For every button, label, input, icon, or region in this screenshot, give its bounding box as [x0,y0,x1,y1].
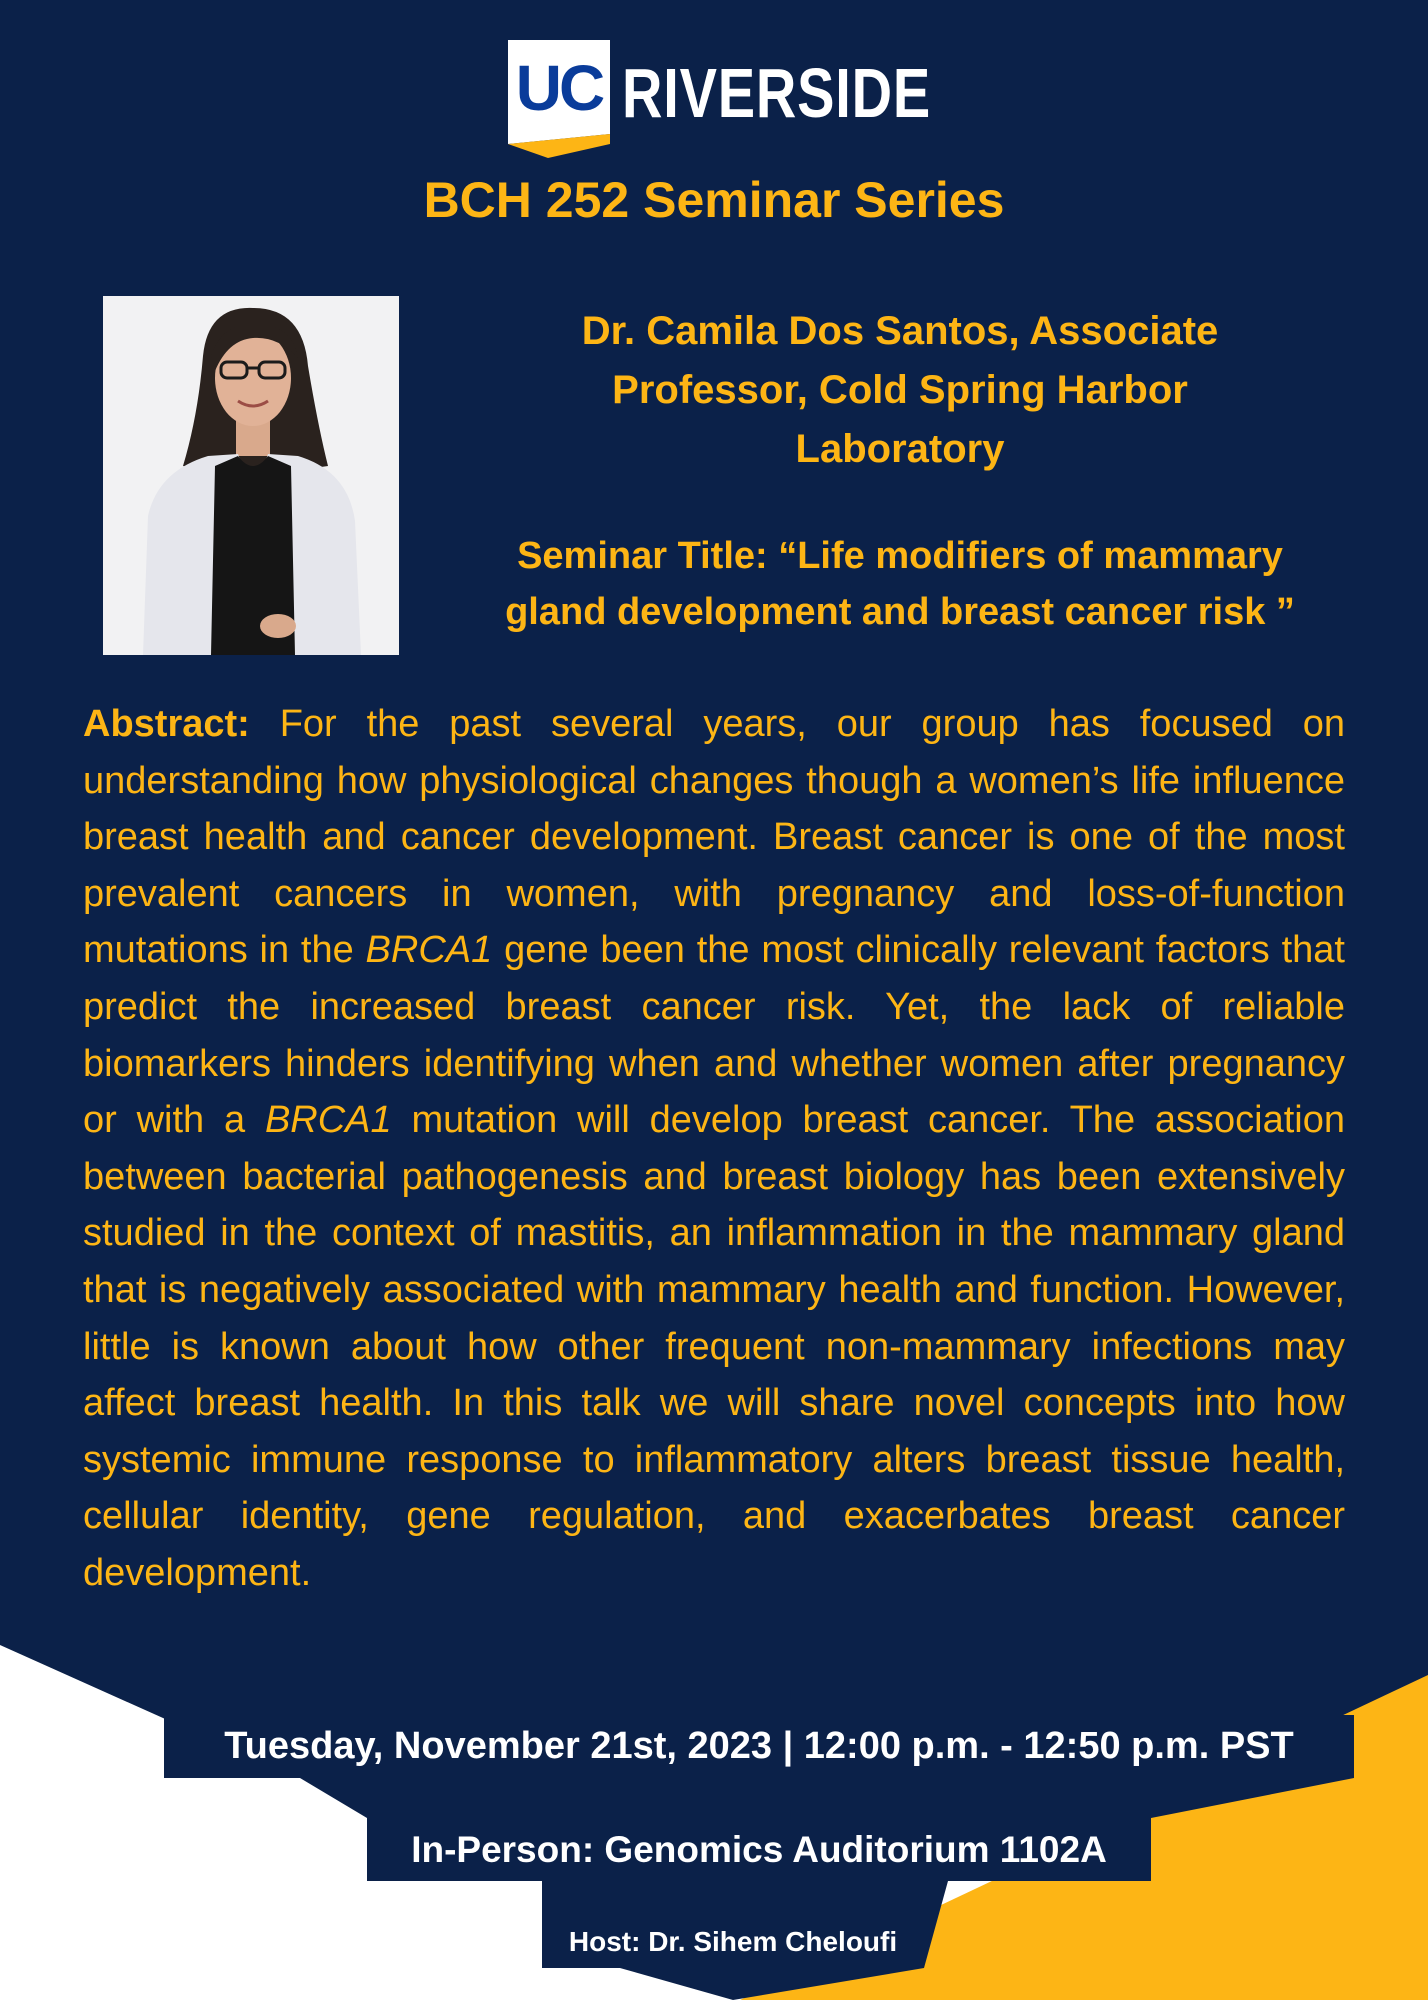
event-venue: In-Person: Genomics Auditorium 1102A [367,1818,1151,1881]
event-host: Host: Dr. Sihem Cheloufi [542,1916,924,1968]
abstract-text-3: mutation will develop breast cancer. The association between bacterial pathogenesis and breast biology has been extensively studied in the context of mastitis, an inflammation in the mammary gland that is negatively associated with mammary health and function. However, little is known about how other frequent non-mammary infections may affect breast health. In this talk we will share novel concepts into how systemic immune response to inflammatory alters breast tissue health, cellular identity, gene regulation, and exacerbates breast cancer development. [83,1099,1345,1594]
riverside-wordmark: RIVERSIDE [622,54,932,132]
speaker-line-1: Dr. Camila Dos Santos, Associate [581,309,1219,353]
seminar-title-line-2: gland development and breast cancer risk ” [505,591,1295,633]
event-datetime: Tuesday, November 21st, 2023 | 12:00 p.m. - 12:50 p.m. PST [164,1715,1354,1778]
speaker-line-3: Laboratory [795,427,1005,471]
series-title: BCH 252 Seminar Series [423,172,1005,228]
abstract-gene-2: BRCA1 [264,1099,392,1142]
abstract-gene-1: BRCA1 [365,929,493,972]
abstract-text-1: For the past several years, our group has focused on understanding how physiological changes though a women’s life influence breast health and cancer development. Breast cancer is one of the most prevalent cancers in women, with pregnancy and loss-of-function mutations in the [83,703,1345,972]
speaker-line-2: Professor, Cold Spring Harbor [612,368,1188,412]
uc-badge-text: UC [515,52,603,124]
seminar-title-line-1: Seminar Title: “Life modifiers of mammary [517,535,1283,577]
abstract-text-2: gene been the most clinically relevant factors that predict the increased breast cancer risk. Yet, the lack of reliable biomarkers hinders identifying when and whether women after pregnancy or with a [83,929,1345,1142]
abstract-label: Abstract: [83,703,250,745]
